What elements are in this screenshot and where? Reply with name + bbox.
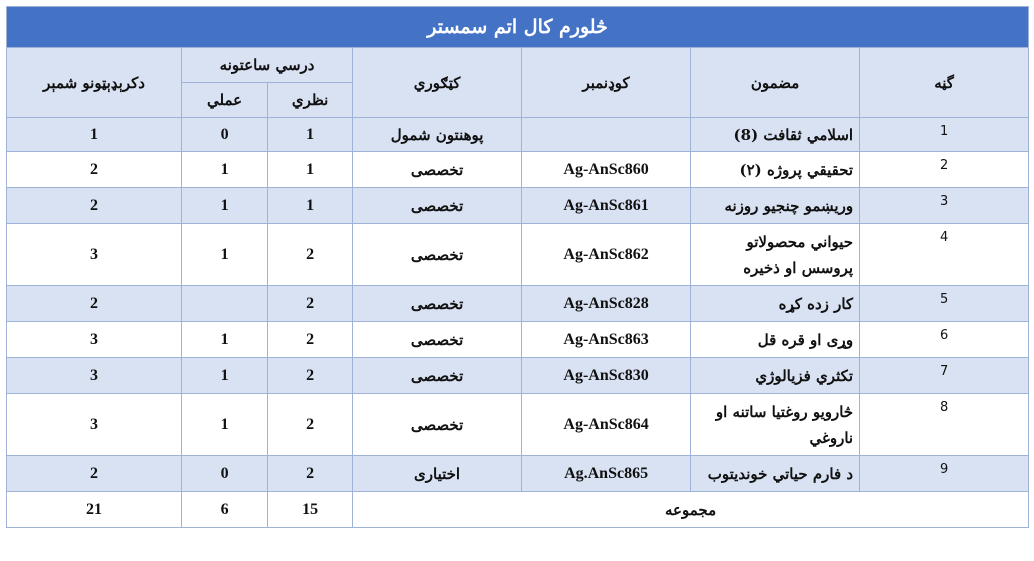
row-theory: 1: [268, 118, 353, 152]
table-title: څلورم کال اتم سمستر: [7, 7, 1029, 48]
semester-table: [6, 6, 1029, 528]
row-number: 9: [860, 456, 1029, 492]
row-category: تخصصی: [353, 152, 522, 188]
total-label: مجموعه: [353, 492, 1029, 528]
total-theory: 15: [268, 492, 353, 528]
row-number: 7: [860, 358, 1029, 394]
header-theory: نظري: [268, 83, 353, 118]
header-credits: دکرېډېټونو شمېر: [7, 48, 182, 118]
row-practical: 1: [182, 152, 268, 188]
header-subject: مضمون: [691, 48, 860, 118]
row-theory: 2: [268, 394, 353, 456]
row-theory: 2: [268, 322, 353, 358]
row-code: Ag-AnSc862: [522, 224, 691, 286]
row-credits: 1: [7, 118, 182, 152]
row-credits: 2: [7, 456, 182, 492]
row-code: Ag-AnSc863: [522, 322, 691, 358]
row-theory: 2: [268, 456, 353, 492]
row-credits: 3: [7, 322, 182, 358]
table-row: [7, 152, 1029, 188]
row-practical: 0: [182, 118, 268, 152]
table-row: [7, 118, 1029, 152]
row-subject: څارویو روغتیا ساتنه او ناروغي: [691, 394, 860, 456]
table-row: [7, 358, 1029, 394]
table-row: [7, 322, 1029, 358]
row-subject: د فارم حیاتي خوندیتوب: [691, 456, 860, 492]
header-code: کوډنمبر: [522, 48, 691, 118]
row-credits: 3: [7, 394, 182, 456]
header-category: کټګوري: [353, 48, 522, 118]
row-practical: 1: [182, 358, 268, 394]
row-category: اختیاری: [353, 456, 522, 492]
header-practical: عملي: [182, 83, 268, 118]
header-number: گڼه: [860, 48, 1029, 118]
row-credits: 3: [7, 358, 182, 394]
row-category: تخصصی: [353, 286, 522, 322]
row-category: تخصصی: [353, 224, 522, 286]
row-number: 6: [860, 322, 1029, 358]
row-category: پوهنتون شمول: [353, 118, 522, 152]
row-subject: وریښمو چنجیو روزنه: [691, 188, 860, 224]
row-code: Ag-AnSc860: [522, 152, 691, 188]
row-subject: تحقیقي پروژه (۲): [691, 152, 860, 188]
row-number: 8: [860, 394, 1029, 456]
row-practical: 1: [182, 322, 268, 358]
row-credits: 2: [7, 152, 182, 188]
row-number: 5: [860, 286, 1029, 322]
row-category: تخصصی: [353, 322, 522, 358]
row-practical: 0: [182, 456, 268, 492]
row-credits: 3: [7, 224, 182, 286]
row-category: تخصصی: [353, 358, 522, 394]
row-theory: 1: [268, 152, 353, 188]
table-row: [7, 286, 1029, 322]
row-number: 2: [860, 152, 1029, 188]
total-credits: 21: [7, 492, 182, 528]
row-practical: 1: [182, 188, 268, 224]
row-number: 1: [860, 118, 1029, 152]
row-practical: 1: [182, 394, 268, 456]
row-number: 3: [860, 188, 1029, 224]
row-code: Ag-AnSc830: [522, 358, 691, 394]
row-subject: حیواني محصولاتو پروسس او ذخیره: [691, 224, 860, 286]
table-row: [7, 224, 1029, 286]
row-practical: [182, 286, 268, 322]
row-credits: 2: [7, 188, 182, 224]
row-theory: 2: [268, 224, 353, 286]
row-code: [522, 118, 691, 152]
row-subject: اسلامي ثقافت (8): [691, 118, 860, 152]
row-code: Ag-AnSc828: [522, 286, 691, 322]
total-practical: 6: [182, 492, 268, 528]
table-row: [7, 456, 1029, 492]
total-row: [7, 492, 1029, 528]
row-theory: 1: [268, 188, 353, 224]
row-code: Ag-AnSc861: [522, 188, 691, 224]
row-subject: کار زده کړه: [691, 286, 860, 322]
row-subject: تکثري فزیالوژي: [691, 358, 860, 394]
header-hours: درسي ساعتونه: [182, 48, 353, 83]
row-credits: 2: [7, 286, 182, 322]
table-row: [7, 394, 1029, 456]
table-row: [7, 188, 1029, 224]
row-number: 4: [860, 224, 1029, 286]
row-code: Ag.AnSc865: [522, 456, 691, 492]
row-category: تخصصی: [353, 188, 522, 224]
row-subject: وړی او قره قل: [691, 322, 860, 358]
row-code: Ag-AnSc864: [522, 394, 691, 456]
row-theory: 2: [268, 358, 353, 394]
row-theory: 2: [268, 286, 353, 322]
row-practical: 1: [182, 224, 268, 286]
row-category: تخصصی: [353, 394, 522, 456]
